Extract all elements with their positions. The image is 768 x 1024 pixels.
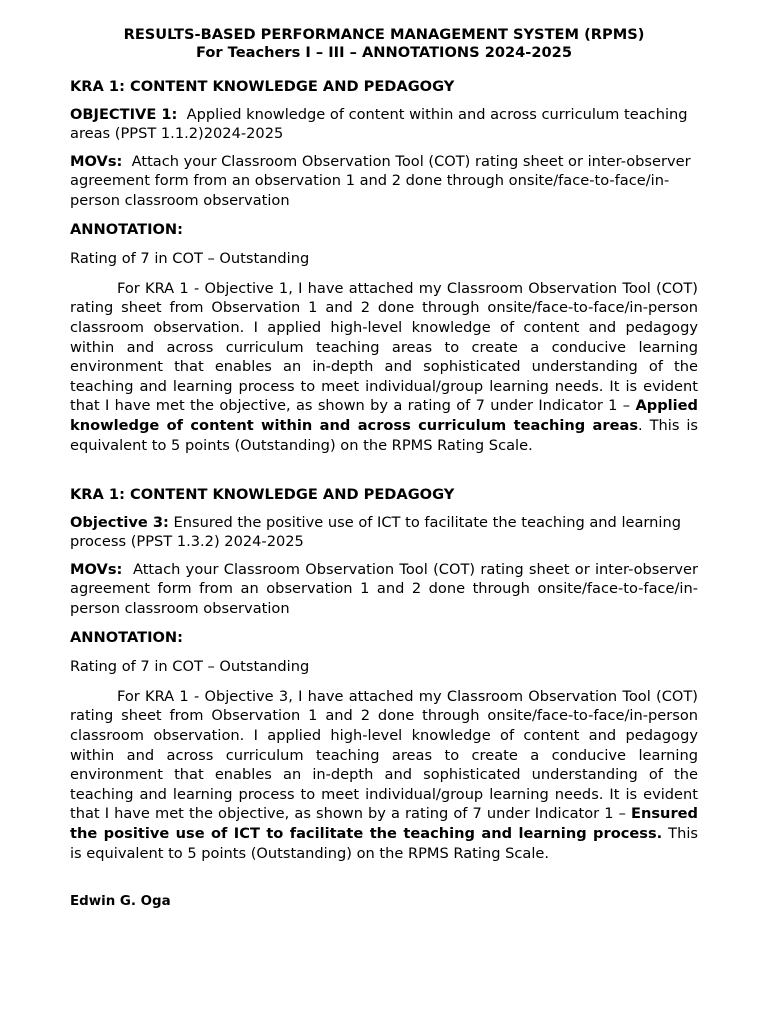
title-line-1: RESULTS-BASED PERFORMANCE MANAGEMENT SYSTEM (RPMS): [123, 26, 645, 43]
objective-text: Ensured the positive use of ICT to facilitate the teaching and learning process (PPST 1.3.2) 2024-2025: [70, 513, 681, 551]
annotation-body: [70, 279, 698, 455]
annotation-body-bold: Ensured the positive use of ICT to facilitate the teaching and learning process.: [70, 805, 698, 842]
rating-line: Rating of 7 in COT – Outstanding: [70, 250, 310, 268]
movs-text: Attach your Classroom Observation Tool (COT) rating sheet or inter-observer agreement form from an observation 1 and 2 done through onsite/face-to-face/in-person classroom observation: [70, 560, 698, 618]
objective-paragraph: [70, 105, 698, 144]
rating-line: Rating of 7 in COT – Outstanding: [70, 658, 310, 676]
annotation-label: ANNOTATION:: [70, 628, 183, 646]
annotation-body-end: . This is equivalent to 5 points (Outstanding) on the RPMS Rating Scale.: [70, 416, 699, 454]
objective-paragraph: [70, 513, 698, 552]
title-line-2: For Teachers I – III – ANNOTATIONS 2024-2025: [196, 44, 572, 61]
document-title: [70, 26, 698, 62]
kra-heading: KRA 1: CONTENT KNOWLEDGE AND PEDAGOGY: [70, 78, 455, 95]
annotation-body-text: For KRA 1 - Objective 1, I have attached my Classroom Observation Tool (COT) rating sheet from Observation 1 and 2 done through onsite/face-to-face/in-person classroom observation. I applied high-level knowledge of content and pedagogy within and across curriculum teaching areas to create a conducive learning environment that enables an in-depth and sophisticated understanding of the teaching and learning process to meet individual/group learning needs. It is evident that I have met the objective, as shown by a rating of 7 under Indicator 1 –: [70, 279, 698, 415]
annotation-body-text: For KRA 1 - Objective 3, I have attached my Classroom Observation Tool (COT) rating sheet from Observation 1 and 2 done through onsite/face-to-face/in-person classroom observation. I applied high-level knowledge of content and pedagogy within and across curriculum teaching areas to create a conducive learning environment that enables an in-depth and sophisticated understanding of the teaching and learning process to meet individual/group learning needs. It is evident that I have met the objective, as shown by a rating of 7 under Indicator 1 –: [70, 687, 698, 823]
section-objective-1: [70, 77, 698, 455]
movs-paragraph: [70, 560, 698, 619]
annotation-body: [70, 687, 698, 863]
kra-heading: KRA 1: CONTENT KNOWLEDGE AND PEDAGOGY: [70, 486, 455, 504]
section-objective-3: [70, 485, 698, 863]
movs-paragraph: [70, 152, 698, 211]
objective-label: OBJECTIVE 1:: [70, 105, 178, 123]
objective-label: Objective 3:: [70, 513, 169, 531]
movs-label: MOVs:: [70, 560, 123, 578]
objective-text: Applied knowledge of content within and across curriculum teaching areas (PPST 1.1.2)2024-2025: [70, 105, 688, 143]
annotation-body-end: This is equivalent to 5 points (Outstanding) on the RPMS Rating Scale.: [70, 825, 698, 862]
annotation-label: ANNOTATION:: [70, 220, 183, 238]
movs-text: Attach your Classroom Observation Tool (COT) rating sheet or inter-observer agreement form from an observation 1 and 2 done through onsite/face-to-face/in-person classroom observation: [70, 152, 691, 209]
signature-name: Edwin G. Oga: [70, 894, 171, 910]
movs-label: MOVs:: [70, 152, 123, 170]
annotation-body-bold: Applied knowledge of content within and across curriculum teaching areas: [70, 397, 698, 434]
